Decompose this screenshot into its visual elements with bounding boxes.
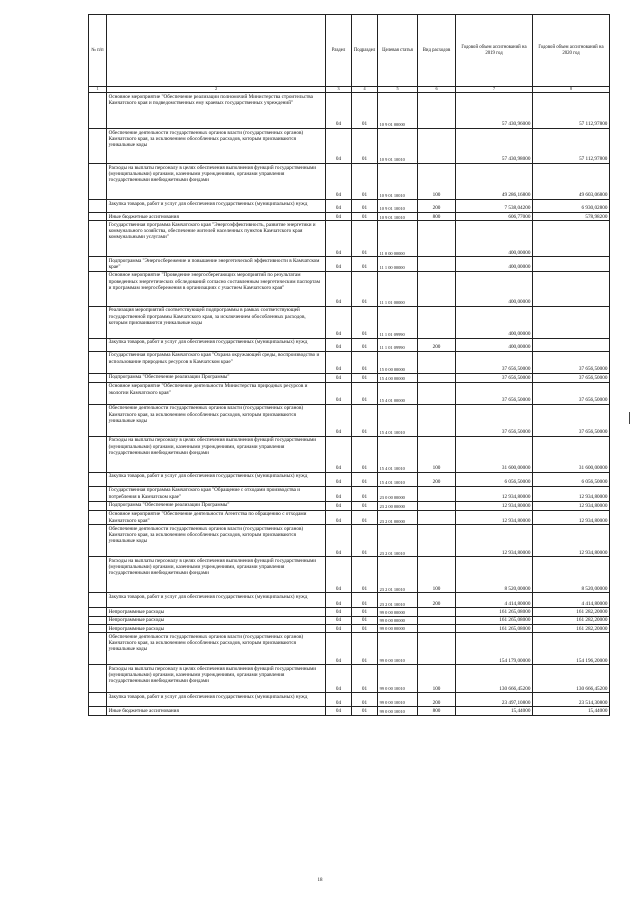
row-name: Расходы на выплаты персоналу в целях обеспечения выполнения функций государственными (муниципальными) органами, казенными учреждениями, органами управления государственными внебюджетными фондами xyxy=(107,557,326,593)
row-subsection: 01 xyxy=(352,616,378,624)
row-subsection: 01 xyxy=(352,200,378,213)
row-subsection: 01 xyxy=(352,271,378,306)
row-name: Основное мероприятие "Проведение энергосберегающих мероприятий по результатам проведенных энергетических обследований согласно составленным энергетическим паспортам и программам энергосбережения в организациях с участием Камчатского края" xyxy=(107,271,326,306)
row-expense-kind: 800 xyxy=(418,707,456,715)
row-target-article: 11 1 01 09990 xyxy=(378,338,418,351)
row-amount-2020 xyxy=(533,338,610,351)
table-row xyxy=(89,129,610,164)
row-name: Иные бюджетные ассигнования xyxy=(107,213,326,221)
table-row xyxy=(89,593,610,608)
header-section: Раздел xyxy=(326,15,352,87)
row-section: 04 xyxy=(326,707,352,715)
header-expense-kind: Вид расходов xyxy=(418,15,456,87)
row-number xyxy=(89,200,107,213)
row-section: 04 xyxy=(326,338,352,351)
row-section: 04 xyxy=(326,510,352,524)
row-name: Основное мероприятие "Обеспечение реализации полномочий Министерства строительства Камчатского края и подведомственных ему краевых государственных учреждений" xyxy=(107,93,326,129)
column-number: 4 xyxy=(352,87,378,93)
table-row xyxy=(89,693,610,707)
row-target-article: 10 9 01 10010 xyxy=(378,213,418,221)
row-expense-kind xyxy=(418,93,456,129)
row-target-article: 11 1 00 00000 xyxy=(378,257,418,271)
row-target-article: 99 0 00 00000 xyxy=(378,624,418,632)
row-amount-2020: 15,44000 xyxy=(533,707,610,715)
row-amount-2019: 12 934,80000 xyxy=(456,486,533,501)
row-amount-2020: 12 934,80000 xyxy=(533,486,610,501)
row-number xyxy=(89,693,107,707)
row-expense-kind xyxy=(418,351,456,373)
row-subsection: 01 xyxy=(352,404,378,436)
row-expense-kind: 200 xyxy=(418,593,456,608)
row-subsection: 01 xyxy=(352,129,378,164)
row-amount-2020: 154 196,20000 xyxy=(533,633,610,665)
row-subsection: 01 xyxy=(352,557,378,593)
row-expense-kind xyxy=(418,257,456,271)
table-row xyxy=(89,93,610,129)
row-number xyxy=(89,665,107,693)
row-amount-2019: 161 265,08000 xyxy=(456,624,533,632)
column-number: 5 xyxy=(378,87,418,93)
row-amount-2019: 161 265,08000 xyxy=(456,616,533,624)
row-subsection: 01 xyxy=(352,436,378,472)
row-section: 04 xyxy=(326,624,352,632)
row-name: Закупка товаров, работ и услуг для обеспечения государственных (муниципальных) нужд xyxy=(107,693,326,707)
row-amount-2020: 37 656,50000 xyxy=(533,351,610,373)
row-name: Государственная программа Камчатского края "Энергоэффективность, развитие энергетики и коммунального хозяйства, обеспечение жителей населенных пунктов Камчатского края коммунальными услугами" xyxy=(107,221,326,257)
row-target-article: 99 0 00 10010 xyxy=(378,707,418,715)
row-amount-2020: 31 600,00000 xyxy=(533,436,610,472)
row-section: 04 xyxy=(326,472,352,486)
row-target-article: 99 0 00 10010 xyxy=(378,693,418,707)
row-amount-2020: 12 934,80000 xyxy=(533,501,610,510)
row-number xyxy=(89,624,107,632)
table-row xyxy=(89,616,610,624)
table-row xyxy=(89,557,610,593)
row-subsection: 01 xyxy=(352,593,378,608)
row-amount-2019: 400,00000 xyxy=(456,221,533,257)
row-subsection: 01 xyxy=(352,382,378,404)
row-number xyxy=(89,525,107,557)
row-name: Расходы на выплаты персоналу в целях обеспечения выполнения функций государственными (муниципальными) органами, казенными учреждениями, органами управления государственными внебюджетными фондами xyxy=(107,665,326,693)
row-subsection: 01 xyxy=(352,665,378,693)
row-number xyxy=(89,593,107,608)
row-expense-kind: 100 xyxy=(418,164,456,200)
row-amount-2019: 400,00000 xyxy=(456,257,533,271)
row-expense-kind xyxy=(418,306,456,338)
row-section: 04 xyxy=(326,164,352,200)
table-row xyxy=(89,257,610,271)
table-row xyxy=(89,665,610,693)
column-number: 1 xyxy=(89,87,107,93)
page-number: 18 xyxy=(317,878,323,883)
table-row xyxy=(89,525,610,557)
row-name: Закупка товаров, работ и услуг для обеспечения государственных (муниципальных) нужд xyxy=(107,338,326,351)
row-number xyxy=(89,213,107,221)
row-name: Расходы на выплаты персоналу в целях обеспечения выполнения функций государственными (муниципальными) органами, казенными учреждениями, органами управления государственными внебюджетными фондами xyxy=(107,436,326,472)
row-subsection: 01 xyxy=(352,624,378,632)
row-name: Обеспечение деятельности государственных органов власти (государственных органов) Камчатского края, за исключением обособленных расходов, которым присваиваются уникальные коды xyxy=(107,633,326,665)
row-subsection: 01 xyxy=(352,472,378,486)
row-number xyxy=(89,633,107,665)
table-row xyxy=(89,624,610,632)
row-section: 04 xyxy=(326,436,352,472)
table-row xyxy=(89,164,610,200)
row-name: Закупка товаров, работ и услуг для обеспечения государственных (муниципальных) нужд xyxy=(107,472,326,486)
row-expense-kind: 100 xyxy=(418,557,456,593)
column-number: 8 xyxy=(533,87,610,93)
row-amount-2020: 57 112,97800 xyxy=(533,129,610,164)
row-expense-kind: 100 xyxy=(418,665,456,693)
table-row xyxy=(89,382,610,404)
margin-mark xyxy=(629,412,630,424)
row-number xyxy=(89,472,107,486)
row-number xyxy=(89,129,107,164)
row-amount-2020 xyxy=(533,221,610,257)
row-amount-2020: 12 934,80000 xyxy=(533,510,610,524)
row-amount-2019: 15,44000 xyxy=(456,707,533,715)
row-expense-kind xyxy=(418,510,456,524)
row-amount-2019: 37 656,50000 xyxy=(456,404,533,436)
row-subsection: 01 xyxy=(352,608,378,616)
row-subsection: 01 xyxy=(352,373,378,382)
table-body xyxy=(89,93,610,715)
header-2020: Годовой объем ассигнований на 2020 год xyxy=(533,15,610,87)
row-name: Основное мероприятие "Обеспечение деятельности Министерства природных ресурсов и экологии Камчатского края" xyxy=(107,382,326,404)
row-section: 04 xyxy=(326,200,352,213)
table-row xyxy=(89,338,610,351)
row-amount-2019: 12 934,80000 xyxy=(456,525,533,557)
row-expense-kind xyxy=(418,616,456,624)
row-amount-2019: 400,00000 xyxy=(456,306,533,338)
row-amount-2019: 130 666,45200 xyxy=(456,665,533,693)
row-target-article: 99 0 00 00000 xyxy=(378,616,418,624)
row-name: Иные бюджетные ассигнования xyxy=(107,707,326,715)
table-row xyxy=(89,373,610,382)
row-target-article: 10 9 01 10010 xyxy=(378,200,418,213)
row-section: 04 xyxy=(326,382,352,404)
row-target-article: 15 4 01 10010 xyxy=(378,404,418,436)
row-section: 04 xyxy=(326,404,352,436)
row-expense-kind: 200 xyxy=(418,200,456,213)
row-subsection: 01 xyxy=(352,338,378,351)
row-target-article: 23 2 01 00000 xyxy=(378,510,418,524)
row-name: Закупка товаров, работ и услуг для обеспечения государственных (муниципальных) нужд xyxy=(107,593,326,608)
row-name: Подпрограмма "Обеспечение реализации Программы" xyxy=(107,501,326,510)
row-expense-kind xyxy=(418,486,456,501)
table-row xyxy=(89,472,610,486)
row-amount-2019: 6 056,50000 xyxy=(456,472,533,486)
row-amount-2020: 37 656,50000 xyxy=(533,404,610,436)
row-number xyxy=(89,510,107,524)
row-amount-2020 xyxy=(533,306,610,338)
row-expense-kind: 800 xyxy=(418,213,456,221)
column-number: 2 xyxy=(107,87,326,93)
row-number xyxy=(89,501,107,510)
row-section: 04 xyxy=(326,501,352,510)
row-expense-kind xyxy=(418,382,456,404)
row-amount-2019: 161 265,08000 xyxy=(456,608,533,616)
row-number xyxy=(89,616,107,624)
row-target-article: 99 0 00 10010 xyxy=(378,633,418,665)
table-row xyxy=(89,271,610,306)
row-section: 04 xyxy=(326,616,352,624)
table-row xyxy=(89,306,610,338)
row-expense-kind xyxy=(418,633,456,665)
row-section: 04 xyxy=(326,665,352,693)
row-section: 04 xyxy=(326,608,352,616)
row-number xyxy=(89,257,107,271)
row-name: Закупка товаров, работ и услуг для обеспечения государственных (муниципальных) нужд xyxy=(107,200,326,213)
row-subsection: 01 xyxy=(352,164,378,200)
row-target-article: 15 4 00 00000 xyxy=(378,373,418,382)
header-2019: Годовой объем ассигнований на 2019 год xyxy=(456,15,533,87)
row-amount-2020: 130 666,45200 xyxy=(533,665,610,693)
row-name: Подпрограмма "Обеспечение реализации Программы" xyxy=(107,373,326,382)
row-name: Обеспечение деятельности государственных органов власти (государственных органов) Камчатского края, за исключением обособленных расходов, которым присваиваются уникальные коды xyxy=(107,404,326,436)
row-number xyxy=(89,164,107,200)
row-expense-kind: 200 xyxy=(418,472,456,486)
row-target-article: 99 0 00 00000 xyxy=(378,608,418,616)
row-subsection: 01 xyxy=(352,257,378,271)
row-amount-2019: 606,77000 xyxy=(456,213,533,221)
header-row xyxy=(89,15,610,87)
column-number: 3 xyxy=(326,87,352,93)
row-target-article: 15 4 01 10010 xyxy=(378,436,418,472)
row-expense-kind xyxy=(418,271,456,306)
row-number xyxy=(89,557,107,593)
row-expense-kind xyxy=(418,221,456,257)
row-expense-kind: 100 xyxy=(418,436,456,472)
column-number: 6 xyxy=(418,87,456,93)
row-number xyxy=(89,436,107,472)
row-amount-2020: 12 934,80000 xyxy=(533,525,610,557)
row-amount-2019: 12 934,80000 xyxy=(456,501,533,510)
row-amount-2019: 23 497,10800 xyxy=(456,693,533,707)
table-row xyxy=(89,501,610,510)
row-amount-2020: 37 656,50000 xyxy=(533,373,610,382)
row-amount-2020: 49 603,06800 xyxy=(533,164,610,200)
row-target-article: 99 0 00 10010 xyxy=(378,665,418,693)
row-expense-kind xyxy=(418,608,456,616)
row-number xyxy=(89,351,107,373)
table-row xyxy=(89,510,610,524)
row-amount-2019: 12 934,80000 xyxy=(456,510,533,524)
header-subsection: Подраздел xyxy=(352,15,378,87)
row-section: 04 xyxy=(326,221,352,257)
row-number xyxy=(89,382,107,404)
row-number xyxy=(89,306,107,338)
row-number xyxy=(89,221,107,257)
row-amount-2020: 6 930,02800 xyxy=(533,200,610,213)
header-num: № п/п xyxy=(89,15,107,87)
table-row xyxy=(89,436,610,472)
row-amount-2019: 7 538,04200 xyxy=(456,200,533,213)
row-amount-2020: 161 282,20000 xyxy=(533,616,610,624)
row-amount-2019: 400,00000 xyxy=(456,338,533,351)
table-row xyxy=(89,200,610,213)
row-name: Государственная программа Камчатского края "Охрана окружающей среды, воспроизводство и использование природных ресурсов в Камчатском крае" xyxy=(107,351,326,373)
row-amount-2020: 6 056,50000 xyxy=(533,472,610,486)
row-section: 04 xyxy=(326,129,352,164)
row-section: 04 xyxy=(326,271,352,306)
row-expense-kind xyxy=(418,525,456,557)
row-number xyxy=(89,707,107,715)
row-section: 04 xyxy=(326,693,352,707)
row-amount-2020 xyxy=(533,271,610,306)
row-number xyxy=(89,404,107,436)
row-target-article: 23 2 01 10010 xyxy=(378,557,418,593)
row-subsection: 01 xyxy=(352,221,378,257)
row-subsection: 01 xyxy=(352,213,378,221)
row-amount-2020: 578,98200 xyxy=(533,213,610,221)
row-subsection: 01 xyxy=(352,510,378,524)
row-section: 04 xyxy=(326,593,352,608)
row-amount-2020: 4 414,80000 xyxy=(533,593,610,608)
row-section: 04 xyxy=(326,213,352,221)
row-amount-2019: 57 430,98000 xyxy=(456,129,533,164)
row-expense-kind: 200 xyxy=(418,693,456,707)
row-name: Государственная программа Камчатского края "Обращение с отходами производства и потребления в Камчатском крае" xyxy=(107,486,326,501)
row-name: Расходы на выплаты персоналу в целях обеспечения выполнения функций государственными (муниципальными) органами, казенными учреждениями, органами управления государственными внебюджетными фондами xyxy=(107,164,326,200)
row-target-article: 23 2 00 00000 xyxy=(378,501,418,510)
row-target-article: 10 9 01 00000 xyxy=(378,93,418,129)
row-amount-2019: 400,00000 xyxy=(456,271,533,306)
row-amount-2020: 161 282,20000 xyxy=(533,608,610,616)
row-section: 04 xyxy=(326,257,352,271)
row-subsection: 01 xyxy=(352,306,378,338)
row-number xyxy=(89,486,107,501)
table-row xyxy=(89,486,610,501)
row-section: 04 xyxy=(326,373,352,382)
row-amount-2019: 31 600,00000 xyxy=(456,436,533,472)
row-section: 04 xyxy=(326,93,352,129)
row-section: 04 xyxy=(326,351,352,373)
row-subsection: 01 xyxy=(352,633,378,665)
row-name: Непрограммные расходы xyxy=(107,608,326,616)
row-name: Непрограммные расходы xyxy=(107,616,326,624)
row-target-article: 23 0 00 00000 xyxy=(378,486,418,501)
row-target-article: 23 2 01 10010 xyxy=(378,593,418,608)
row-expense-kind: 200 xyxy=(418,338,456,351)
row-amount-2019: 57 430,96000 xyxy=(456,93,533,129)
row-section: 04 xyxy=(326,306,352,338)
row-section: 04 xyxy=(326,557,352,593)
row-target-article: 11 1 01 00000 xyxy=(378,271,418,306)
row-name: Непрограммные расходы xyxy=(107,624,326,632)
header-target-article: Целевая статья xyxy=(378,15,418,87)
row-amount-2020 xyxy=(533,257,610,271)
row-target-article: 23 2 01 10010 xyxy=(378,525,418,557)
row-expense-kind xyxy=(418,373,456,382)
row-expense-kind xyxy=(418,404,456,436)
row-name: Обеспечение деятельности государственных органов власти (государственных органов) Камчатского края, за исключением обособленных расходов, которым присваиваются уникальные коды xyxy=(107,525,326,557)
row-number xyxy=(89,93,107,129)
row-expense-kind xyxy=(418,129,456,164)
row-target-article: 10 9 01 10010 xyxy=(378,164,418,200)
row-amount-2019: 49 286,16800 xyxy=(456,164,533,200)
row-amount-2019: 8 520,00000 xyxy=(456,557,533,593)
row-target-article: 10 9 01 10010 xyxy=(378,129,418,164)
row-amount-2020: 57 112,97800 xyxy=(533,93,610,129)
row-name: Основное мероприятие "Обеспечение деятельности Агентства по обращению с отходами Камчатского края" xyxy=(107,510,326,524)
row-number xyxy=(89,373,107,382)
table-row xyxy=(89,221,610,257)
row-expense-kind xyxy=(418,501,456,510)
table-row xyxy=(89,351,610,373)
row-subsection: 01 xyxy=(352,693,378,707)
row-number xyxy=(89,608,107,616)
table-row xyxy=(89,707,610,715)
row-amount-2020: 23 514,30800 xyxy=(533,693,610,707)
row-name: Реализация мероприятий соответствующей подпрограммы в рамках соответствующей государственной программы Камчатского края, за исключением обособленных расходов, которым присваиваются уникальные коды xyxy=(107,306,326,338)
row-section: 04 xyxy=(326,525,352,557)
row-subsection: 01 xyxy=(352,351,378,373)
row-expense-kind xyxy=(418,624,456,632)
row-amount-2020: 8 520,00000 xyxy=(533,557,610,593)
table-row xyxy=(89,404,610,436)
row-target-article: 11 1 01 09990 xyxy=(378,306,418,338)
row-amount-2019: 4 414,80000 xyxy=(456,593,533,608)
row-subsection: 01 xyxy=(352,707,378,715)
row-target-article: 15 4 01 00000 xyxy=(378,382,418,404)
row-amount-2020: 161 282,20000 xyxy=(533,624,610,632)
row-amount-2019: 37 656,50000 xyxy=(456,351,533,373)
row-number xyxy=(89,338,107,351)
row-amount-2020: 37 656,50000 xyxy=(533,382,610,404)
row-target-article: 15 0 00 00000 xyxy=(378,351,418,373)
row-section: 04 xyxy=(326,486,352,501)
row-amount-2019: 37 656,50000 xyxy=(456,373,533,382)
row-subsection: 01 xyxy=(352,501,378,510)
row-subsection: 01 xyxy=(352,93,378,129)
header-name xyxy=(107,15,326,87)
column-number: 7 xyxy=(456,87,533,93)
row-target-article: 15 4 01 10010 xyxy=(378,472,418,486)
budget-table xyxy=(88,14,610,716)
table-row xyxy=(89,633,610,665)
row-section: 04 xyxy=(326,633,352,665)
row-name: Подпрограмма "Энергосбережение и повышение энергетической эффективности в Камчатском крае" xyxy=(107,257,326,271)
row-amount-2019: 154 179,00000 xyxy=(456,633,533,665)
row-name: Обеспечение деятельности государственных органов власти (государственных органов) Камчатского края, за исключением обособленных расходов, которым присваиваются уникальные коды xyxy=(107,129,326,164)
row-subsection: 01 xyxy=(352,486,378,501)
row-amount-2019: 37 656,50000 xyxy=(456,382,533,404)
table-row xyxy=(89,213,610,221)
row-subsection: 01 xyxy=(352,525,378,557)
row-number xyxy=(89,271,107,306)
row-target-article: 11 0 00 00000 xyxy=(378,221,418,257)
table-row xyxy=(89,608,610,616)
